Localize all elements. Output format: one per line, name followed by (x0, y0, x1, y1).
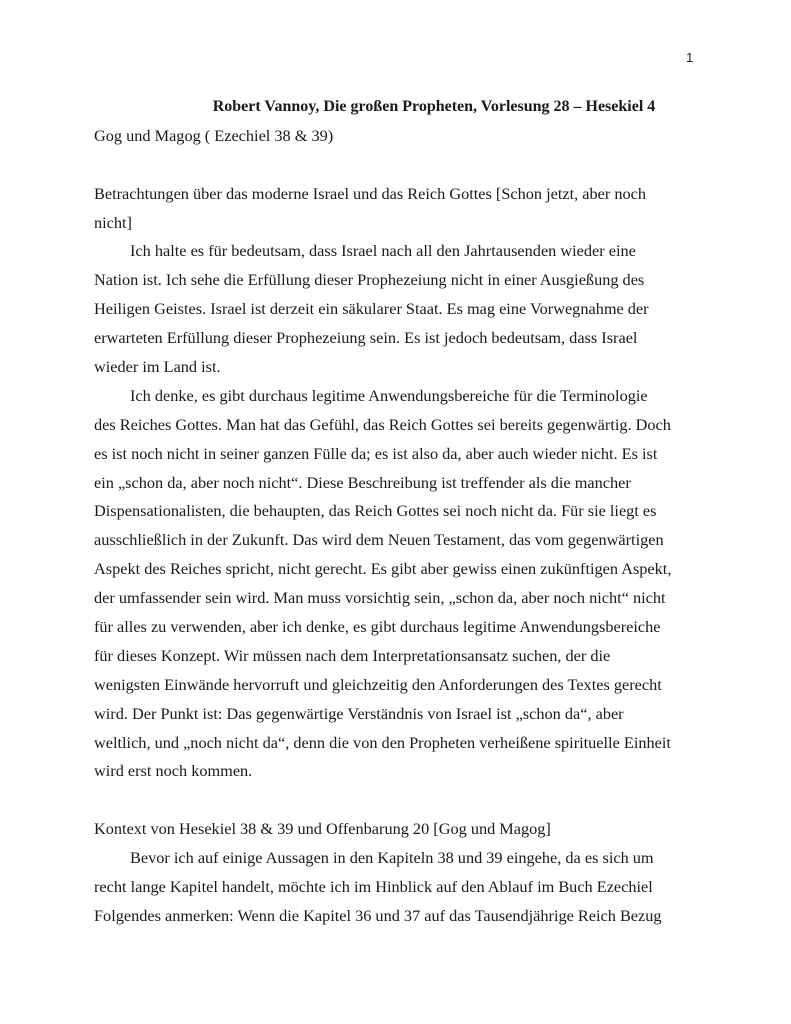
text-line: Gog und Magog ( Ezechiel 38 & 39) (94, 125, 334, 145)
text-line: Ich denke, es gibt durchaus legitime Anwendungsbereiche für die Terminologie (130, 385, 648, 405)
text-line: erwarteten Erfüllung dieser Prophezeiung sein. Es ist jedoch bedeutsam, dass Israel (94, 328, 638, 348)
document-title: Robert Vannoy, Die großen Propheten, Vorlesung 28 – Hesekiel 4 (212, 98, 656, 115)
text-line: Aspekt des Reiches spricht, nicht gerecht. Es gibt aber gewiss einen zukünftigen Aspekt, (94, 559, 672, 579)
text-line: wenigsten Einwände hervorruft und gleichzeitig den Anforderungen des Textes gerecht (94, 674, 662, 694)
text-line: wird erst noch kommen. (94, 761, 253, 781)
text-line: Betrachtungen über das moderne Israel und das Reich Gottes [Schon jetzt, aber noch (94, 183, 647, 203)
text-line: ein „schon da, aber noch nicht“. Diese Beschreibung ist treffender als die mancher (94, 472, 631, 492)
text-line: Ich halte es für bedeutsam, dass Israel nach all den Jahrtausenden wieder eine (130, 241, 636, 261)
text-line: für dieses Konzept. Wir müssen nach dem Interpretationsansatz suchen, der die (94, 645, 611, 665)
text-line: wieder im Land ist. (94, 357, 221, 377)
text-line: wird. Der Punkt ist: Das gegenwärtige Verständnis von Israel ist „schon da“, aber (94, 703, 624, 723)
text-line (94, 786, 714, 815)
text-line: der umfassender sein wird. Man muss vorsichtig sein, „schon da, aber noch nicht“ nicht (94, 588, 666, 608)
text-line: Kontext von Hesekiel 38 & 39 und Offenbarung 20 [Gog und Magog] (94, 819, 551, 839)
text-line: ausschließlich in der Zukunft. Das wird dem Neuen Testament, das vom gegenwärtigen (94, 530, 664, 550)
page-number: 1 (686, 50, 694, 65)
text-line: weltlich, und „noch nicht da“, denn die von den Propheten verheißene spirituelle Einheit (94, 732, 671, 752)
text-line: Folgendes anmerken: Wenn die Kapitel 36 und 37 auf das Tausendjährige Reich Bezug (94, 905, 662, 925)
text-line: für alles zu verwenden, aber ich denke, es gibt durchaus legitime Anwendungsbereiche (94, 617, 661, 637)
text-line: des Reiches Gottes. Man hat das Gefühl, das Reich Gottes sei bereits gegenwärtig. Doch (94, 414, 671, 434)
text-line: Nation ist. Ich sehe die Erfüllung dieser Prophezeiung nicht in einer Ausgießung des (94, 270, 645, 290)
text-line (94, 151, 714, 180)
text-line: Dispensationalisten, die behaupten, das Reich Gottes sei noch nicht da. Für sie liegt es (94, 501, 657, 521)
text-line: Heiligen Geistes. Israel ist derzeit ein säkularer Staat. Es mag eine Vorwegnahme der (94, 299, 649, 319)
text-line: recht lange Kapitel handelt, möchte ich im Hinblick auf den Ablauf im Buch Ezechiel (94, 877, 653, 897)
text-line: Bevor ich auf einige Aussagen in den Kapiteln 38 und 39 eingehe, da es sich um (130, 848, 654, 868)
text-line: nicht] (94, 212, 132, 232)
text-line: es ist noch nicht in seiner ganzen Fülle da; es ist also da, aber auch wieder nicht. Es ist (94, 443, 658, 463)
document-body (94, 93, 714, 931)
